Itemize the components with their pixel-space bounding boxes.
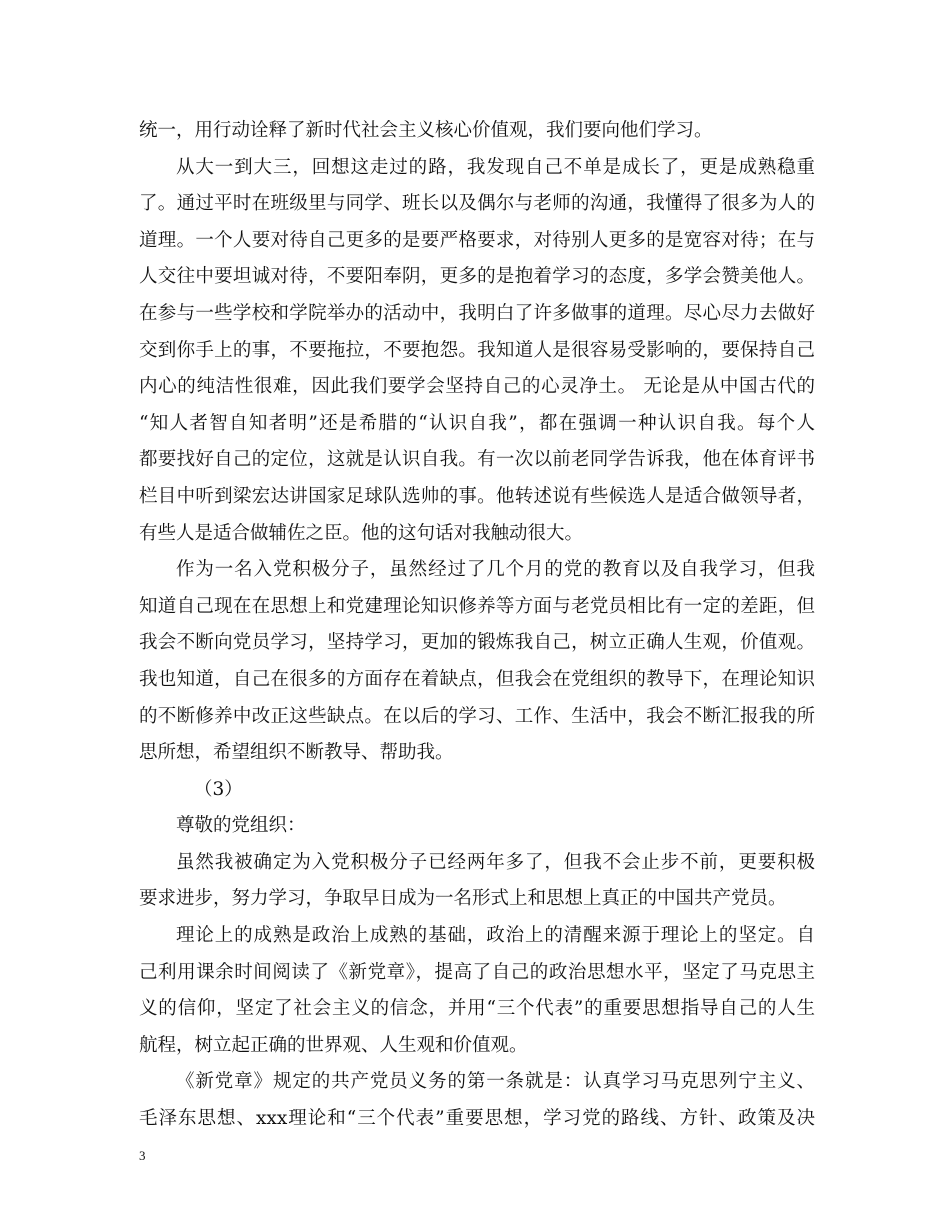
text-line: 有些人是适合做辅佐之臣。他的这句话对我触动很大。 bbox=[139, 522, 584, 544]
text-line: 作为一名入党积极分子，虽然经过了几个月的党的教育以及自我学习，但我 bbox=[176, 559, 815, 581]
text-line: 知道自己现在在思想上和党建理论知识修养等方面与老党员相比有一定的差距，但 bbox=[139, 595, 815, 617]
text-line: 航程，树立起正确的世界观、人生观和价值观。 bbox=[139, 1034, 528, 1056]
text-line: 我会不断向党员学习，坚持学习，更加的锻炼我自己，树立正确人生观，价值观。 bbox=[139, 632, 815, 654]
page-number: 3 bbox=[139, 1148, 146, 1163]
text-line: 栏目中听到梁宏达讲国家足球队选帅的事。他转述说有些候选人是适合做领导者， bbox=[139, 485, 815, 507]
text-line: 统一，用行动诠释了新时代社会主义核心价值观，我们要向他们学习。 bbox=[139, 120, 713, 141]
text-line: 在参与一些学校和学院举办的活动中，我明白了许多做事的道理。尽心尽力去做好 bbox=[139, 302, 815, 324]
text-line: 都要找好自己的定位，这就是认识自我。有一次以前老同学告诉我，他在体育评书 bbox=[139, 449, 815, 471]
text-line: 我也知道，自己在很多的方面存在着缺点，但我会在党组织的教导下，在理论知识 bbox=[139, 668, 815, 690]
text-line: 尊敬的党组织： bbox=[176, 815, 306, 837]
text-line: “知人者智自知者明”还是希腊的“认识自我”，都在强调一种认识自我。每个人 bbox=[139, 412, 815, 434]
text-line: 的不断修养中改正这些缺点。在以后的学习、工作、生活中，我会不断汇报我的所 bbox=[139, 705, 815, 727]
text-line: 思所想，希望组织不断教导、帮助我。 bbox=[139, 742, 454, 764]
text-line: 了。通过平时在班级里与同学、班长以及偶尔与老师的沟通，我懂得了很多为人的 bbox=[139, 193, 815, 215]
text-line: 交到你手上的事，不要拖拉，不要抱怨。我知道人是很容易受影响的，要保持自己 bbox=[139, 339, 815, 361]
text-line: 己利用课余时间阅读了《新党章》，提高了自己的政治思想水平，坚定了马克思主 bbox=[139, 961, 815, 983]
text-line: 毛泽东思想、xxx理论和“三个代表”重要思想，学习党的路线、方针、政策及决 bbox=[139, 1108, 815, 1130]
text-line: 虽然我被确定为入党积极分子已经两年多了，但我不会止步不前，更要积极 bbox=[176, 851, 815, 873]
text-line: 《新党章》规定的共产党员义务的第一条就是：认真学习马克思列宁主义、 bbox=[176, 1071, 815, 1093]
text-line: （3） bbox=[194, 778, 243, 800]
document-body bbox=[139, 113, 815, 1138]
text-line: 要求进步，努力学习，争取早日成为一名形式上和思想上真正的中国共产党员。 bbox=[139, 888, 787, 910]
text-line: 内心的纯洁性很难，因此我们要学会坚持自己的心灵净土。 无论是从中国古代的 bbox=[139, 376, 815, 398]
text-line: 从大一到大三，回想这走过的路，我发现自己不单是成长了，更是成熟稳重 bbox=[176, 156, 815, 178]
text-line: 人交往中要坦诚对待，不要阳奉阴，更多的是抱着学习的态度，多学会赞美他人。 bbox=[139, 266, 815, 288]
text-line: 义的信仰，坚定了社会主义的信念，并用“三个代表”的重要思想指导自己的人生 bbox=[139, 998, 815, 1020]
text-line: 理论上的成熟是政治上成熟的基础，政治上的清醒来源于理论上的坚定。自 bbox=[176, 925, 815, 947]
text-line: 道理。一个人要对待自己更多的是要严格要求，对待别人更多的是宽容对待；在与 bbox=[139, 229, 815, 251]
